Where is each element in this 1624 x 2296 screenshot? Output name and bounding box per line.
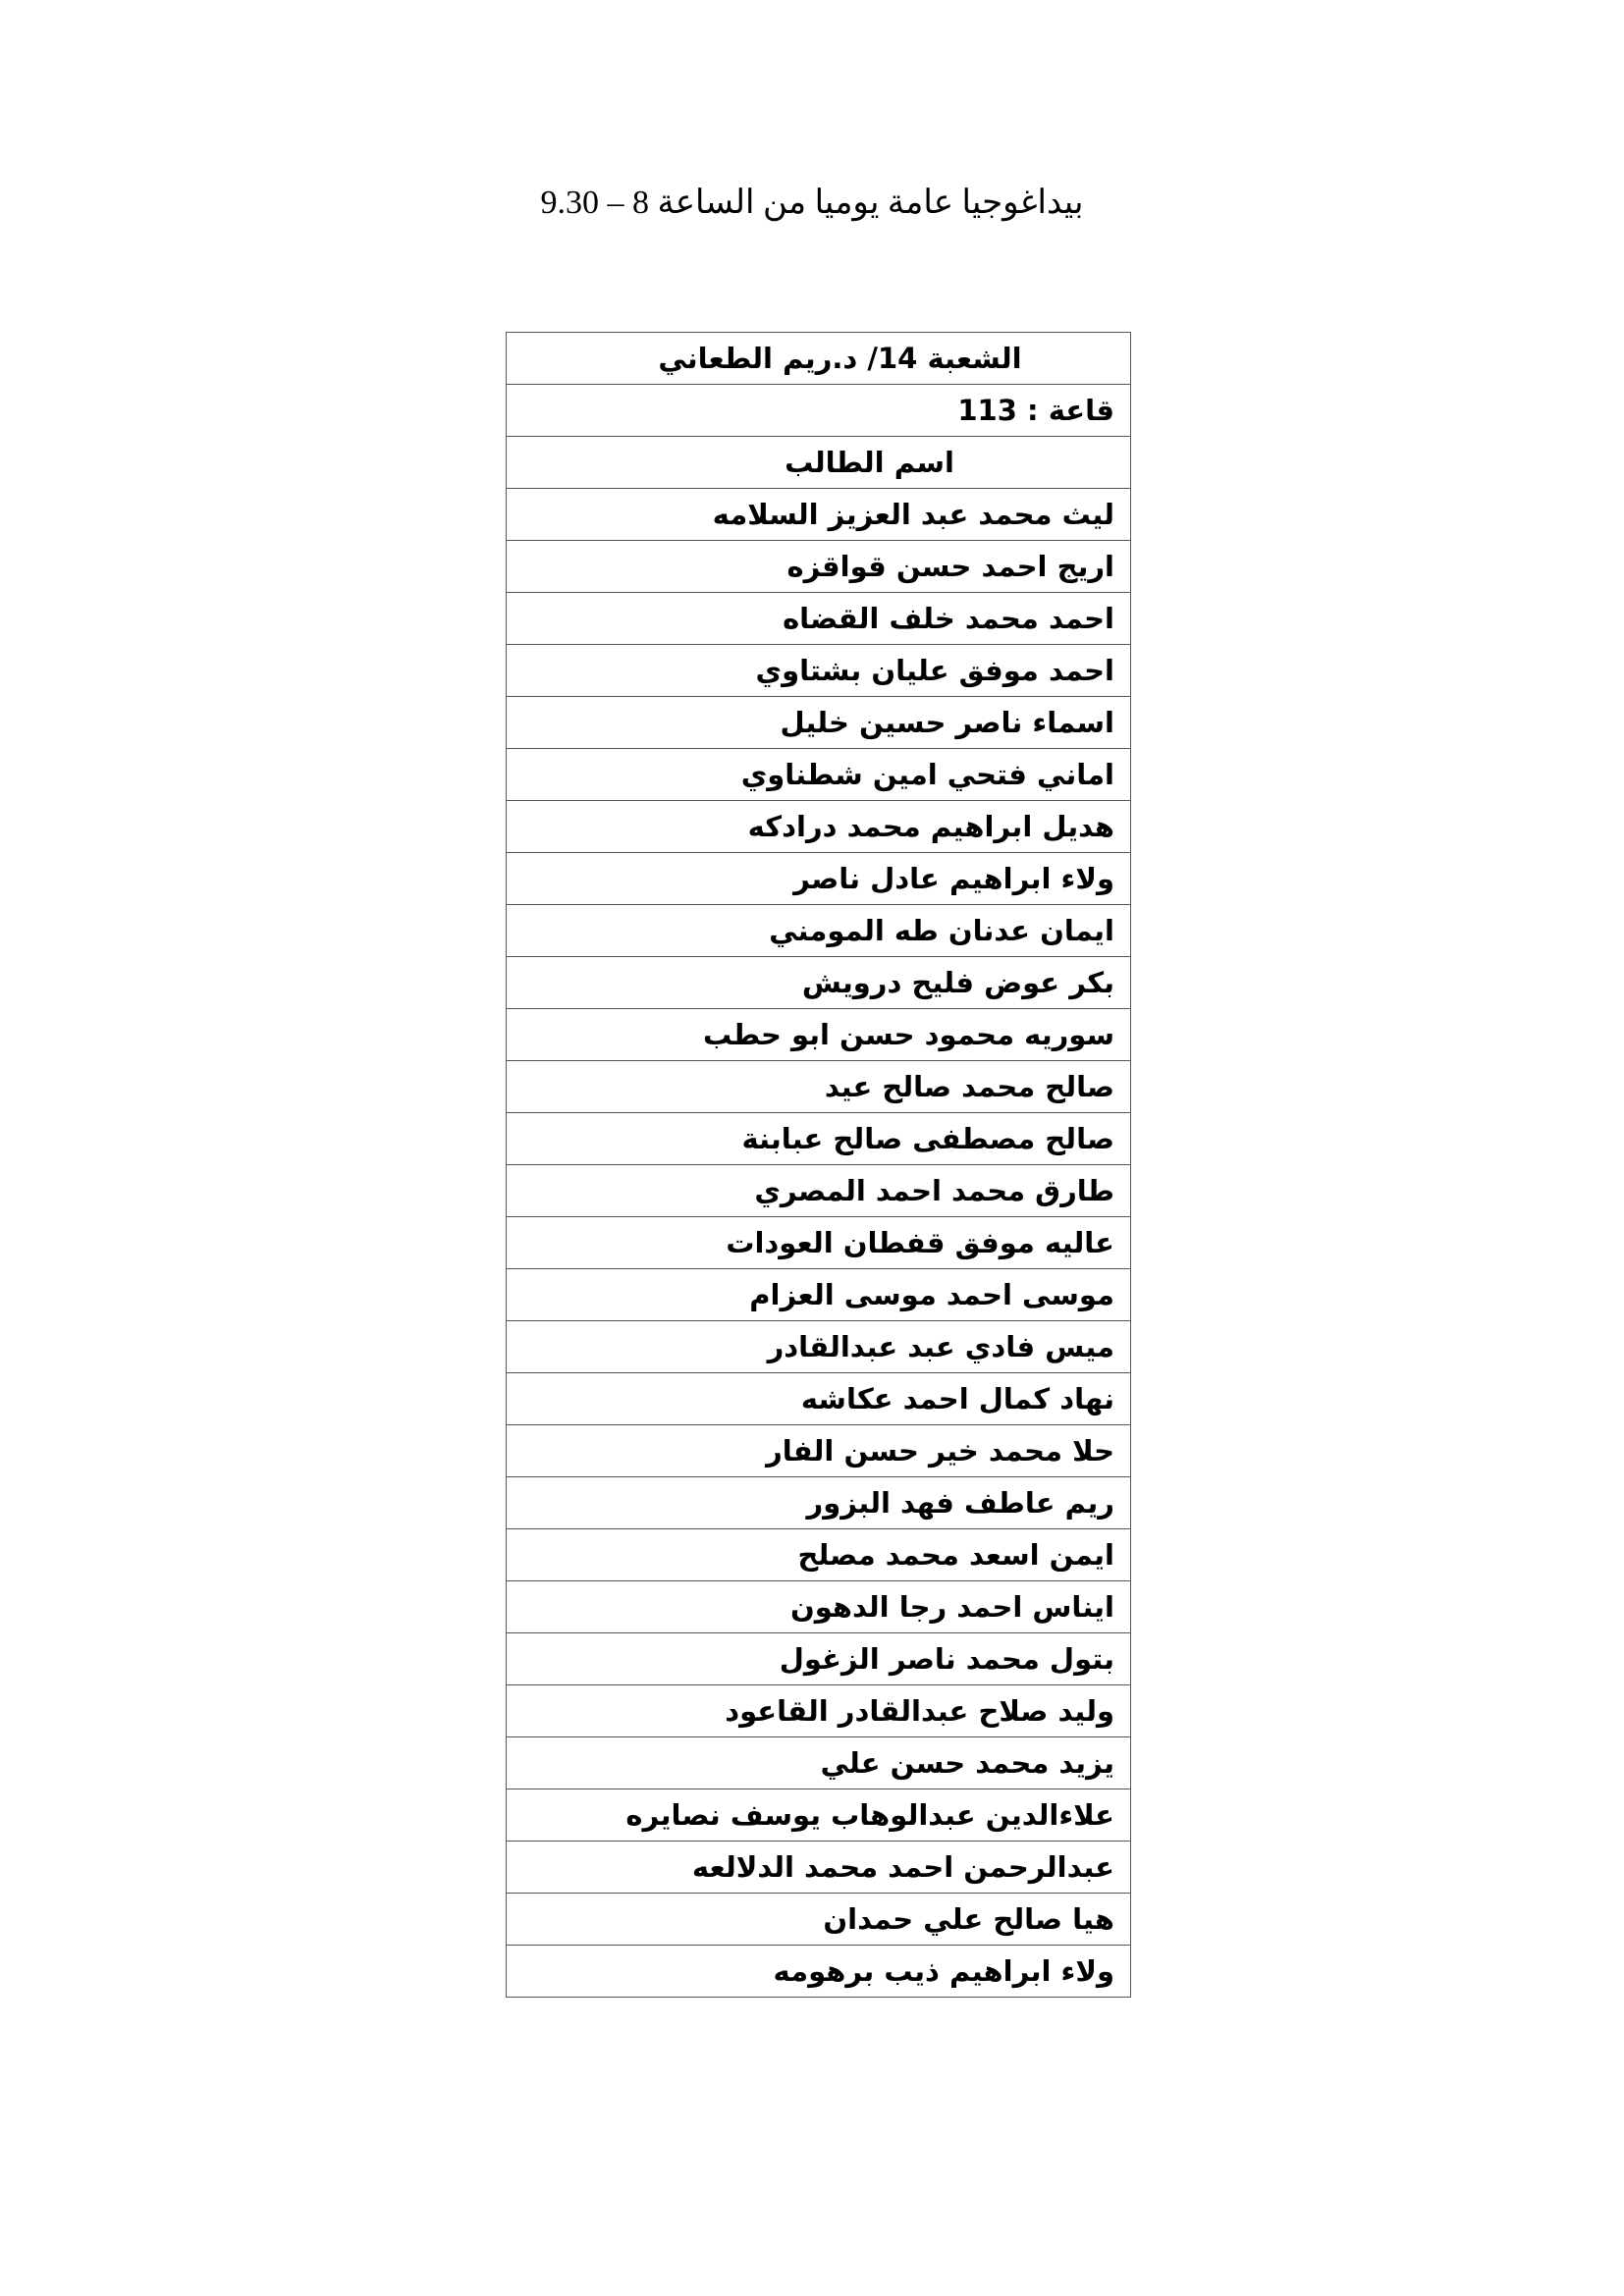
student-name: صالح محمد صالح عيد	[507, 1061, 1131, 1113]
table-row	[507, 645, 1131, 697]
table-row	[507, 1946, 1131, 1998]
table-row	[507, 905, 1131, 957]
student-name: احمد محمد خلف القضاه	[507, 593, 1131, 645]
student-name: ولاء ابراهيم عادل ناصر	[507, 853, 1131, 905]
table-row	[507, 1789, 1131, 1842]
student-name: هديل ابراهيم محمد درادكه	[507, 801, 1131, 853]
table-row	[507, 697, 1131, 749]
table-row	[507, 489, 1131, 541]
student-name: ليث محمد عبد العزيز السلامه	[507, 489, 1131, 541]
page-title: بيداغوجيا عامة يوميا من الساعة 8 – 9.30	[540, 185, 1084, 221]
table-row	[507, 1685, 1131, 1737]
student-name: اسماء ناصر حسين خليل	[507, 697, 1131, 749]
student-name: ولاء ابراهيم ذيب برهومه	[507, 1946, 1131, 1998]
table-row	[507, 593, 1131, 645]
student-name: عاليه موفق قفطان العودات	[507, 1217, 1131, 1269]
student-name: ميس فادي عبد عبدالقادر	[507, 1321, 1131, 1373]
section-row	[507, 333, 1131, 385]
student-roster-table	[506, 332, 1131, 1998]
table-row	[507, 801, 1131, 853]
room-label: قاعة : 113	[507, 385, 1131, 437]
table-row	[507, 853, 1131, 905]
table-row	[507, 1894, 1131, 1946]
student-name: ريم عاطف فهد البزور	[507, 1477, 1131, 1529]
student-name: احمد موفق عليان بشتاوي	[507, 645, 1131, 697]
table-row	[507, 1165, 1131, 1217]
table-row	[507, 1737, 1131, 1789]
table-row	[507, 1009, 1131, 1061]
student-name: عبدالرحمن احمد محمد الدلالعه	[507, 1842, 1131, 1894]
table-row	[507, 1061, 1131, 1113]
section-label: الشعبة 14/ د.ريم الطعاني	[507, 333, 1131, 385]
student-name: يزيد محمد حسن علي	[507, 1737, 1131, 1789]
student-name: نهاد كمال احمد عكاشه	[507, 1373, 1131, 1425]
student-name: بكر عوض فليح درويش	[507, 957, 1131, 1009]
table-row	[507, 1373, 1131, 1425]
table-row	[507, 957, 1131, 1009]
table-row	[507, 1217, 1131, 1269]
table-row	[507, 1113, 1131, 1165]
student-name: هيا صالح علي حمدان	[507, 1894, 1131, 1946]
table-row	[507, 541, 1131, 593]
table-row	[507, 1321, 1131, 1373]
student-name: وليد صلاح عبدالقادر القاعود	[507, 1685, 1131, 1737]
student-name: ايناس احمد رجا الدهون	[507, 1581, 1131, 1633]
table-row	[507, 1529, 1131, 1581]
student-name: علاءالدين عبدالوهاب يوسف نصايره	[507, 1789, 1131, 1842]
student-name: اماني فتحي امين شطناوي	[507, 749, 1131, 801]
table-row	[507, 1633, 1131, 1685]
student-name: صالح مصطفى صالح عبابنة	[507, 1113, 1131, 1165]
column-header-row	[507, 437, 1131, 489]
student-name: ايمن اسعد محمد مصلح	[507, 1529, 1131, 1581]
room-row	[507, 385, 1131, 437]
table-row	[507, 1269, 1131, 1321]
table-row	[507, 1477, 1131, 1529]
table-row	[507, 1425, 1131, 1477]
roster-body	[507, 333, 1131, 1998]
student-name: بتول محمد ناصر الزغول	[507, 1633, 1131, 1685]
table-row	[507, 1581, 1131, 1633]
student-name: حلا محمد خير حسن الفار	[507, 1425, 1131, 1477]
student-name: ايمان عدنان طه المومني	[507, 905, 1131, 957]
student-name: موسى احمد موسى العزام	[507, 1269, 1131, 1321]
column-header: اسم الطالب	[507, 437, 1131, 489]
student-name: سوريه محمود حسن ابو حطب	[507, 1009, 1131, 1061]
student-name: طارق محمد احمد المصري	[507, 1165, 1131, 1217]
table-row	[507, 1842, 1131, 1894]
table-row	[507, 749, 1131, 801]
student-name: اريج احمد حسن قواقزه	[507, 541, 1131, 593]
